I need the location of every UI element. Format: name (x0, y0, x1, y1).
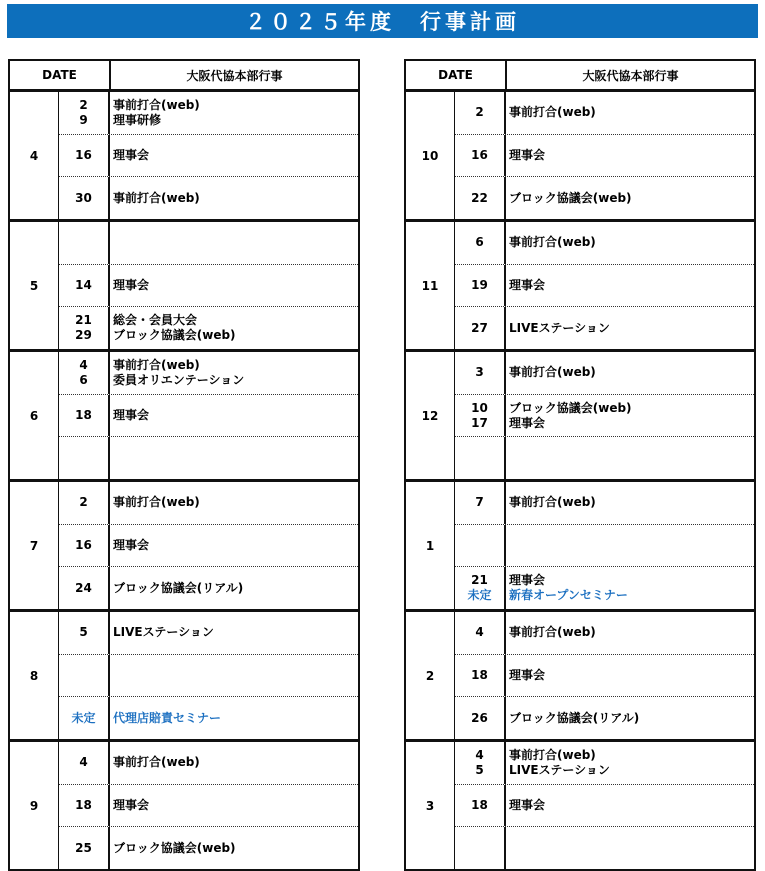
table-row (59, 655, 358, 698)
day-value: 24 (75, 580, 92, 595)
event-name: 総会・会員大会 (113, 313, 198, 328)
day-cell (455, 135, 506, 177)
event-cell (506, 482, 754, 524)
table-row (59, 177, 358, 219)
event-name: 事前打合(web) (113, 495, 200, 510)
day-cell (59, 697, 110, 739)
event-name: 委員オリエンテーション (113, 372, 245, 387)
table-row (59, 785, 358, 828)
month-label: 11 (406, 222, 455, 349)
event-cell (506, 655, 754, 697)
table-row (59, 135, 358, 178)
table-row (59, 265, 358, 308)
day-cell (59, 742, 110, 784)
day-value: 21 (75, 313, 92, 328)
event-name: ブロック協議会(web) (113, 840, 236, 855)
day-cell (455, 567, 506, 609)
day-cell (59, 482, 110, 524)
table-row (455, 437, 754, 479)
table-row (59, 92, 358, 135)
day-value: 19 (471, 278, 488, 292)
day-cell (455, 92, 506, 134)
day-value: 16 (75, 148, 92, 162)
event-name: ブロック協議会(web) (509, 400, 632, 415)
event-name: 事前打合(web) (113, 755, 200, 770)
day-value: 未定 (71, 710, 96, 725)
event-name: ブロック協議会(web) (509, 190, 632, 205)
table-row (455, 177, 754, 219)
event-column-header: 大阪代協本部行事 (186, 68, 283, 83)
event-name: ブロック協議会(リアル) (509, 710, 640, 725)
day-cell (59, 612, 110, 654)
day-value: 18 (471, 798, 488, 812)
table-row (455, 827, 754, 869)
day-cell (59, 222, 110, 264)
month-rows (59, 92, 358, 219)
table-row (455, 352, 754, 395)
event-name: ブロック協議会(web) (113, 328, 236, 343)
table-row (455, 612, 754, 655)
month-rows (59, 742, 358, 869)
month-block (406, 482, 754, 612)
day-value: 14 (75, 278, 92, 292)
month-block (10, 482, 358, 612)
month-block (10, 92, 358, 222)
month-rows (59, 352, 358, 479)
table-row (455, 567, 754, 609)
table-row (455, 525, 754, 568)
event-name: 理事会 (113, 148, 150, 162)
table-row (59, 307, 358, 349)
month-rows (455, 482, 754, 609)
event-name: LIVEステーション (113, 625, 214, 640)
month-label: 2 (406, 612, 455, 739)
event-cell (110, 395, 358, 437)
event-cell (506, 135, 754, 177)
day-cell (59, 437, 110, 479)
day-cell (455, 697, 506, 739)
event-cell (110, 92, 358, 134)
day-cell (455, 177, 506, 219)
event-name: 理事会 (509, 668, 546, 682)
day-cell (455, 265, 506, 307)
day-cell (59, 827, 110, 869)
event-cell (506, 92, 754, 134)
day-cell (455, 827, 506, 869)
event-cell (506, 222, 754, 264)
event-name: 理事会 (113, 798, 150, 812)
event-cell (506, 742, 754, 784)
day-cell (59, 395, 110, 437)
table-row (455, 222, 754, 265)
page-title: ２０２５年度 行事計画 (7, 4, 758, 38)
event-name: 事前打合(web) (509, 105, 596, 120)
day-cell (455, 222, 506, 264)
day-cell (59, 352, 110, 394)
event-cell (110, 307, 358, 349)
event-cell (506, 395, 754, 437)
table-row (59, 482, 358, 525)
day-value: 6 (475, 235, 484, 250)
table-row (455, 395, 754, 438)
month-label: 5 (10, 222, 59, 349)
table-row (455, 92, 754, 135)
table-row (59, 395, 358, 438)
day-value: 4 (475, 625, 484, 640)
month-block (406, 92, 754, 222)
month-block (10, 222, 358, 352)
table-row (455, 742, 754, 785)
event-name: 理事会 (509, 415, 546, 430)
event-column-header: 大阪代協本部行事 (582, 68, 679, 83)
event-name: 事前打合(web) (113, 190, 200, 205)
table-row (455, 785, 754, 828)
event-name: 理事会 (113, 408, 150, 422)
table-row (59, 222, 358, 265)
month-rows (455, 222, 754, 349)
table-row (59, 612, 358, 655)
day-cell (59, 135, 110, 177)
day-value: 2 (79, 495, 88, 510)
event-name: 理事会 (113, 538, 150, 552)
event-cell (110, 742, 358, 784)
schedule-table-right (404, 59, 756, 871)
table-row (455, 135, 754, 178)
month-block (10, 612, 358, 742)
day-cell (455, 352, 506, 394)
event-cell (110, 177, 358, 219)
day-value: 4 (79, 357, 88, 372)
table-row (455, 265, 754, 308)
table-row (455, 482, 754, 525)
day-value: 18 (471, 668, 488, 682)
event-name: 理事会 (509, 148, 546, 162)
day-cell (455, 655, 506, 697)
month-rows (455, 92, 754, 219)
table-row (59, 567, 358, 609)
day-value: 3 (475, 365, 484, 380)
table-header (10, 61, 358, 92)
event-cell (506, 177, 754, 219)
table-row (455, 307, 754, 349)
day-cell (59, 177, 110, 219)
month-rows (455, 612, 754, 739)
event-cell (110, 827, 358, 869)
event-name: 理事研修 (113, 112, 162, 127)
month-block (406, 352, 754, 482)
day-value: 16 (75, 538, 92, 552)
event-name: 事前打合(web) (509, 747, 596, 762)
table-row (59, 697, 358, 739)
day-value: 4 (475, 747, 484, 762)
month-rows (59, 482, 358, 609)
event-cell (110, 785, 358, 827)
date-column-header: DATE (406, 61, 507, 89)
table-body (406, 92, 754, 869)
day-value: 2 (79, 97, 88, 112)
month-rows (59, 222, 358, 349)
event-name: 理事会 (509, 278, 546, 292)
day-value: 9 (79, 112, 88, 127)
day-value: 4 (79, 755, 88, 770)
event-name: 事前打合(web) (509, 625, 596, 640)
day-cell (59, 92, 110, 134)
event-name: 事前打合(web) (509, 235, 596, 250)
event-cell (506, 265, 754, 307)
day-value: 25 (75, 840, 92, 855)
day-cell (59, 785, 110, 827)
day-value: 30 (75, 190, 92, 205)
day-value: 18 (75, 798, 92, 812)
table-row (59, 827, 358, 869)
table-row (455, 655, 754, 698)
day-cell (59, 265, 110, 307)
day-cell (59, 567, 110, 609)
day-cell (455, 307, 506, 349)
month-block (10, 352, 358, 482)
event-name: 事前打合(web) (113, 357, 200, 372)
event-name: 事前打合(web) (113, 97, 200, 112)
event-name: LIVEステーション (509, 320, 610, 335)
month-label: 1 (406, 482, 455, 609)
month-rows (455, 742, 754, 869)
event-cell (506, 827, 754, 869)
month-rows (59, 612, 358, 739)
month-label: 8 (10, 612, 59, 739)
day-value: 22 (471, 190, 488, 205)
table-row (59, 352, 358, 395)
day-cell (59, 525, 110, 567)
month-block (406, 742, 754, 869)
month-block (406, 612, 754, 742)
date-column-header: DATE (10, 61, 111, 89)
month-block (10, 742, 358, 869)
event-name: 理事会 (509, 798, 546, 812)
event-cell (110, 352, 358, 394)
day-value: 18 (75, 408, 92, 422)
event-cell (110, 222, 358, 264)
event-name: 事前打合(web) (509, 495, 596, 510)
table-row (455, 697, 754, 739)
day-cell (455, 482, 506, 524)
event-name: 新春オープンセミナー (509, 588, 628, 603)
event-cell (506, 567, 754, 609)
month-label: 4 (10, 92, 59, 219)
month-label: 3 (406, 742, 455, 869)
event-cell (110, 612, 358, 654)
event-cell (110, 567, 358, 609)
event-name: 理事会 (509, 573, 546, 588)
day-value: 16 (471, 148, 488, 162)
event-cell (110, 135, 358, 177)
event-cell (506, 307, 754, 349)
table-row (59, 525, 358, 568)
event-cell (506, 785, 754, 827)
day-cell (59, 307, 110, 349)
event-cell (110, 265, 358, 307)
day-value: 2 (475, 105, 484, 120)
table-row (59, 437, 358, 479)
event-cell (506, 697, 754, 739)
month-block (406, 222, 754, 352)
day-value: 21 (471, 573, 488, 588)
month-label: 9 (10, 742, 59, 869)
event-name: 事前打合(web) (509, 365, 596, 380)
event-name: LIVEステーション (509, 762, 610, 777)
day-value: 17 (471, 415, 488, 430)
day-cell (59, 655, 110, 697)
day-value: 10 (471, 400, 488, 415)
day-value: 29 (75, 328, 92, 343)
event-cell (506, 525, 754, 567)
event-cell (110, 437, 358, 479)
event-cell (506, 612, 754, 654)
event-cell (110, 482, 358, 524)
month-label: 7 (10, 482, 59, 609)
event-cell (506, 352, 754, 394)
event-name: 理事会 (113, 278, 150, 292)
day-cell (455, 612, 506, 654)
day-cell (455, 395, 506, 437)
day-cell (455, 742, 506, 784)
month-label: 12 (406, 352, 455, 479)
day-cell (455, 525, 506, 567)
event-cell (506, 437, 754, 479)
table-row (59, 742, 358, 785)
event-cell (110, 655, 358, 697)
day-cell (455, 785, 506, 827)
month-label: 10 (406, 92, 455, 219)
day-cell (455, 437, 506, 479)
event-cell (110, 697, 358, 739)
day-value: 6 (79, 372, 88, 387)
event-name: 代理店賠責セミナー (113, 710, 222, 725)
month-rows (455, 352, 754, 479)
month-label: 6 (10, 352, 59, 479)
day-value: 27 (471, 320, 488, 335)
day-value: 7 (475, 495, 484, 510)
table-header (406, 61, 754, 92)
day-value: 5 (79, 625, 88, 640)
event-cell (110, 525, 358, 567)
schedule-table-left (8, 59, 360, 871)
day-value: 5 (475, 762, 484, 777)
day-value: 26 (471, 710, 488, 725)
event-name: ブロック協議会(リアル) (113, 580, 244, 595)
table-body (10, 92, 358, 869)
day-value: 未定 (467, 588, 492, 603)
